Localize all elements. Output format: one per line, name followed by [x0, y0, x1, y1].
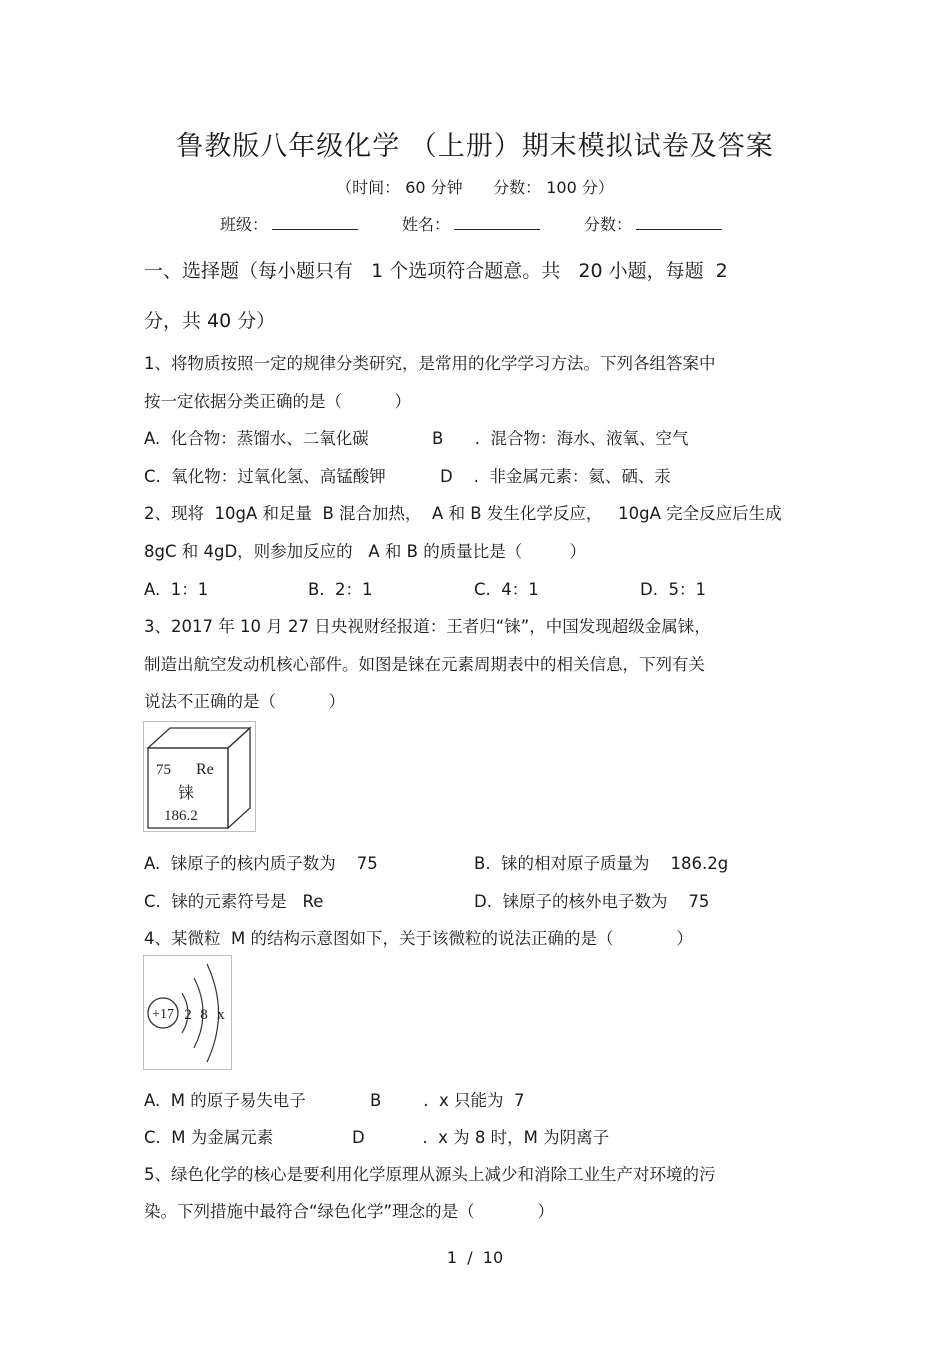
- exam-time-score: （时间： 60 分钟 分数： 100 分）: [336, 178, 614, 197]
- shell-2-electrons: 8: [200, 1007, 208, 1023]
- atomic-number: 75: [156, 762, 171, 778]
- section-heading-line1: 一、选择题（每小题只有 1 个选项符合题意。共 20 小题，每题 2: [144, 260, 728, 282]
- q3-option-c: C. 铼的元素符号是 Re: [144, 892, 324, 911]
- atomic-structure-diagram: [143, 955, 232, 1070]
- q4-stem-line1: 4、某微粒 M 的结构示意图如下，关于该微粒的说法正确的是（ ）: [144, 929, 693, 948]
- q2-stem-line2: 8gC 和 4gD，则参加反应的 A 和 B 的质量比是（ ）: [144, 542, 586, 561]
- class-blank: [272, 215, 358, 230]
- q3-stem-line1: 3、2017 年 10 月 27 日央视财经报道：王者归“铼”，中国发现超级金属铼，: [144, 617, 711, 636]
- q2-option-a: A. 1：1: [144, 580, 209, 599]
- class-field: [220, 212, 358, 235]
- element-cube-drawing: [144, 722, 255, 831]
- q4-option-d: D . x 为 8 时，M 为阴离子: [352, 1128, 610, 1147]
- q4-option-b: B . x 只能为 7: [370, 1091, 525, 1110]
- name-blank: [454, 215, 540, 230]
- q5-stem-line1: 5、绿色化学的核心是要利用化学原理从源头上减少和消除工业生产对环境的污: [144, 1165, 716, 1184]
- q4-option-a: A. M 的原子易失电子: [144, 1091, 306, 1110]
- q3-option-d: D. 铼原子的核外电子数为 75: [474, 892, 710, 911]
- shell-3-electrons: x: [217, 1007, 225, 1023]
- q1-option-a: A. 化合物：蒸馏水、二氧化碳: [144, 429, 369, 448]
- q1-option-d: D . 非金属元素：氦、硒、汞: [440, 467, 671, 486]
- name-field: [402, 212, 540, 235]
- score-blank: [636, 215, 722, 230]
- q2-option-d: D. 5：1: [640, 580, 706, 599]
- page-number: 1 / 10: [446, 1248, 504, 1267]
- q3-option-a: A. 铼原子的核内质子数为 75: [144, 854, 378, 873]
- name-label: 姓名：: [402, 215, 451, 234]
- section-heading-line2: 分，共 40 分）: [144, 310, 276, 332]
- shell-1-electrons: 2: [184, 1007, 192, 1023]
- q1-option-c: C. 氧化物：过氧化氢、高锰酸钾: [144, 467, 386, 486]
- class-label: 班级：: [220, 215, 269, 234]
- score-label: 分数：: [584, 215, 633, 234]
- electron-shell-drawing: [144, 956, 231, 1069]
- element-name: 铼: [178, 783, 195, 802]
- atomic-mass: 186.2: [164, 808, 198, 824]
- q1-stem-line1: 1、将物质按照一定的规律分类研究，是常用的化学学习方法。下列各组答案中: [144, 354, 716, 373]
- rhenium-element-card: [143, 721, 256, 832]
- score-field: [584, 212, 722, 235]
- q3-option-b: B. 铼的相对原子质量为 186.2g: [474, 854, 729, 873]
- element-symbol: Re: [196, 761, 214, 778]
- q2-option-c: C. 4：1: [474, 580, 539, 599]
- q3-stem-line2: 制造出航空发动机核心部件。如图是铼在元素周期表中的相关信息，下列有关: [144, 655, 705, 674]
- q2-stem-line1: 2、现将 10gA 和足量 B 混合加热， A 和 B 发生化学反应， 10gA 完全反应后生成: [144, 504, 782, 523]
- q4-option-c: C. M 为金属元素: [144, 1128, 274, 1147]
- q1-option-b: B . 混合物：海水、液氧、空气: [432, 429, 689, 448]
- q1-stem-line2: 按一定依据分类正确的是（ ）: [144, 392, 411, 411]
- nucleus-charge: +17: [152, 1007, 174, 1022]
- q2-option-b: B. 2：1: [308, 580, 373, 599]
- q5-stem-line2: 染。下列措施中最符合“绿色化学”理念的是（ ）: [144, 1202, 555, 1221]
- page-title: 鲁教版八年级化学 （上册）期末模拟试卷及答案: [176, 131, 774, 162]
- q3-stem-line3: 说法不正确的是（ ）: [144, 692, 345, 711]
